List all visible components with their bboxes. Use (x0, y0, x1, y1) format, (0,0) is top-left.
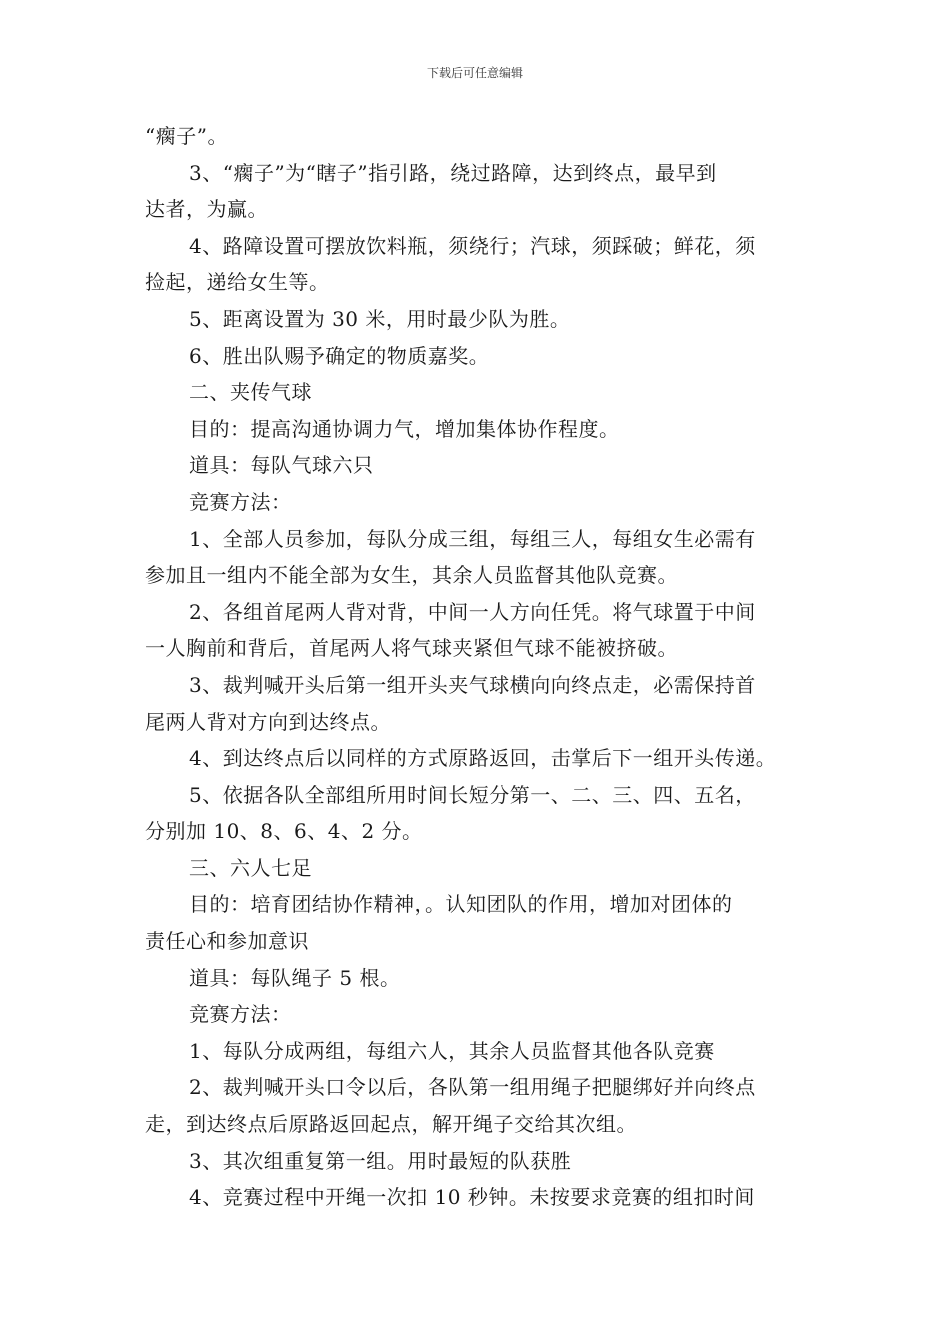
text-line: 二、夹传气球 (189, 380, 312, 405)
text-line: 6、胜出队赐予确定的物质嘉奖。 (189, 343, 490, 368)
page-header: 下载后可任意编辑 (426, 66, 523, 80)
text-line: 尾两人背对方向到达终点。 (145, 709, 391, 734)
text-line: 三、六人七足 (189, 855, 312, 880)
document-body (145, 118, 825, 1216)
text-line: 参加且一组内不能全部为女生，其余人员监督其他队竞赛。 (145, 563, 678, 588)
text-line: 达者，为赢。 (145, 197, 268, 222)
text-line: 3、裁判喊开头后第一组开头夹气球横向向终点走，必需保持首 (189, 672, 756, 697)
text-line: 竞赛方法： (189, 489, 292, 514)
text-line: 捡起，递给女生等。 (145, 270, 330, 295)
text-line: 道具：每队绳子 5 根。 (189, 965, 401, 990)
text-line: 责任心和参加意识 (145, 929, 309, 954)
text-line: 1、每队分成两组，每组六人，其余人员监督其他各队竞赛 (189, 1038, 715, 1063)
text-line: 2、各组首尾两人背对背，中间一人方向任凭。将气球置于中间 (189, 599, 756, 624)
text-line: 道具：每队气球六只 (189, 453, 374, 478)
text-line: 5、依据各队全部组所用时间长短分第一、二、三、四、五名， (189, 782, 756, 807)
text-line: 走，到达终点后原路返回起点，解开绳子交给其次组。 (145, 1112, 637, 1137)
text-line: 4、到达终点后以同样的方式原路返回，击掌后下一组开头传递。 (189, 746, 777, 771)
text-line: 竞赛方法： (189, 1002, 292, 1027)
text-line: 目的：培育团结协作精神，。认知团队的作用，增加对团体的 (189, 892, 733, 917)
text-line: 3、“瘸子”为“瞎子”指引路，绕过路障，达到终点，最早到 (189, 160, 717, 185)
text-line: 1、全部人员参加，每队分成三组，每组三人，每组女生必需有 (189, 526, 756, 551)
text-line: 3、其次组重复第一组。用时最短的队获胜 (189, 1148, 572, 1173)
text-line: 目的：提高沟通协调力气，增加集体协作程度。 (189, 416, 620, 441)
text-line: 分别加 10、8、6、4、2 分。 (145, 819, 423, 844)
text-line: 4、竞赛过程中开绳一次扣 10 秒钟。未按要求竞赛的组扣时间 (189, 1185, 755, 1210)
text-line: 一人胸前和背后，首尾两人将气球夹紧但气球不能被挤破。 (145, 636, 678, 661)
text-line: 2、裁判喊开头口令以后，各队第一组用绳子把腿绑好并向终点 (189, 1075, 756, 1100)
text-line: 5、距离设置为 30 米，用时最少队为胜。 (189, 306, 571, 331)
text-line: “瘸子”。 (145, 124, 228, 148)
text-line: 4、路障设置可摆放饮料瓶，须绕行；汽球，须踩破；鲜花，须 (189, 233, 756, 258)
